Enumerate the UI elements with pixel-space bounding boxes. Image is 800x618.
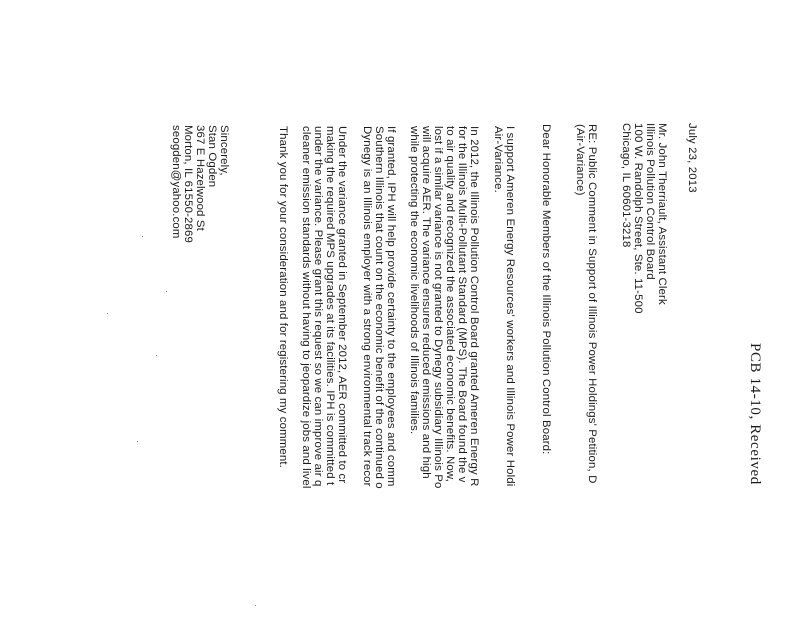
salutation: Dear Honorable Members of the Illinois Pollution Control Board: (540, 124, 552, 455)
paragraph-3-line: Dynegy is an Illinois employer with a strong environmental track recor (361, 126, 373, 487)
recipient-street: 100 W. Randolph Street, Ste. 11-500 (632, 123, 644, 314)
letter-date: July 23, 2013 (686, 123, 698, 193)
signer-city: Morton, IL 61550-2869 (182, 125, 194, 243)
docket-header: PCB 14-10, Received (747, 343, 763, 485)
paragraph-1-line: I support Ameren Energy Resources' workers and Illinois Power Holdi (504, 126, 516, 487)
recipient-org: Illinois Pollution Control Board (644, 123, 656, 280)
paragraph-3-line: Southern Illinois that count on the economic benefit of the continued o (373, 126, 385, 489)
paragraph-4-line: under the variance. Please grant this request so we can improve air q (312, 126, 324, 487)
recipient-name: Mr. John Therriault, Assistant Clerk (656, 123, 668, 305)
subject-line-cont: (Air-Variance) (574, 124, 586, 196)
paragraph-1-line: Air-Variance. (492, 126, 504, 193)
paragraph-5-line: Thank you for your consideration and for registering my comment. (277, 126, 289, 468)
paragraph-2-line: will acquire AER. The variance ensures reduced emissions and high (420, 126, 432, 479)
paragraph-4-line: making the required MPS upgrades at its facilities. IPH is committed t (324, 126, 336, 486)
signer-email: seogden@yahoo.com (170, 125, 182, 239)
paragraph-2-line: for the Illinois Multi-Pollutant Standard (MPS). The Board found the v (456, 126, 468, 483)
paragraph-2-line: while protecting the economic livelihoods of Illinois families. (408, 126, 420, 435)
paragraph-4-line: cleaner emission standards without having to jeopardize jobs and livel (300, 126, 312, 489)
recipient-city: Chicago, IL 60601-3218 (620, 123, 632, 248)
paragraph-4-line: Under the variance granted in September 2012, AER committed to cr (336, 126, 348, 484)
signer-street: 367 E Hazelwood St (194, 125, 206, 231)
paragraph-2-line: lost if a similar variance is not granted to Dynegy subsidiary Illinois Po (432, 126, 444, 489)
paragraph-2-line: to air quality and recognized the associated economic benefits. Now, (444, 126, 456, 482)
closing: Sincerely, (218, 125, 230, 176)
paragraph-3-line: If granted, IPH will help provide certainty to the employees and comm (385, 126, 397, 487)
signer-name: Stan Ogden (206, 125, 218, 188)
paragraph-2-line: In 2012, the Illinois Pollution Control Board granted Ameren Energy R (468, 126, 480, 487)
subject-line: RE: Public Comment in Support of Illinois Power Holdings' Petition, D (586, 124, 598, 484)
